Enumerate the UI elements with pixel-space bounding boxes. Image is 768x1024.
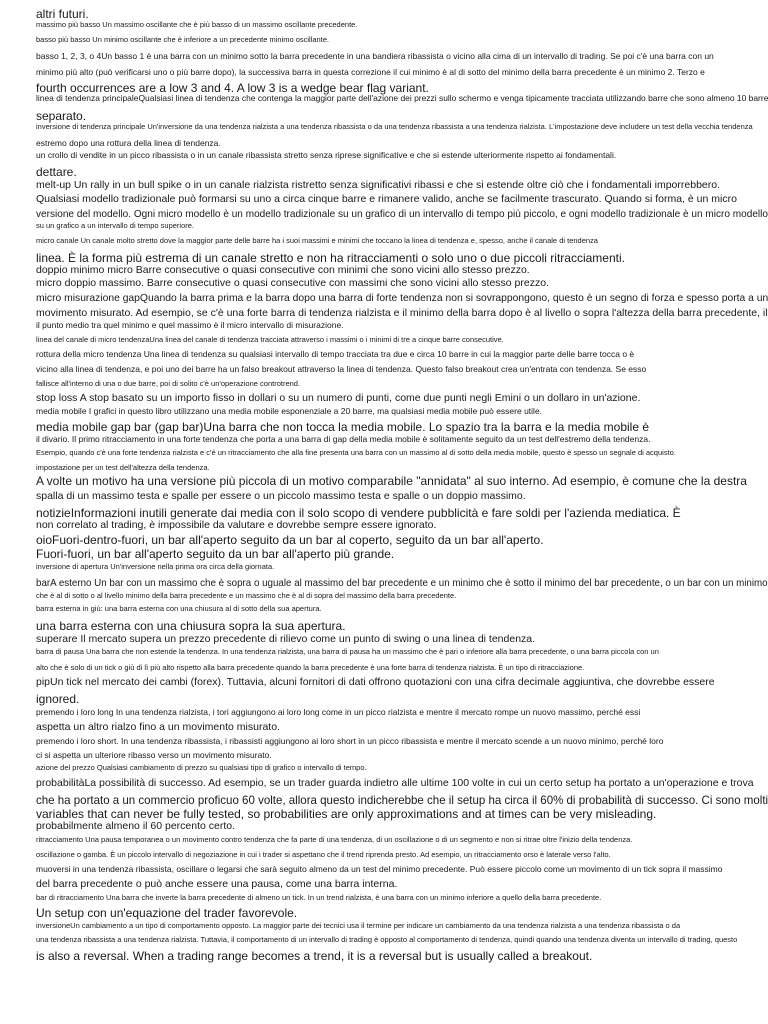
text-line: su un grafico a un intervallo di tempo superiore. [36, 221, 195, 230]
text-line: dettare. [36, 165, 77, 179]
text-line: oioFuori-dentro-fuori, un bar all'aperto seguito da un bar al coperto, seguito da un bar all'aperto. [36, 533, 544, 547]
text-line: is also a reversal. When a trading range becomes a trend, it is a reversal but is usually called a breakout. [36, 949, 593, 963]
text-line: minimo più alto (può verificarsi uno o più barre dopo), la successiva barra in questa correzione il cui minimo è al di sotto del minimo della barra precedente è un minimo 2. Terzo e [36, 67, 705, 77]
text-line: superare Il mercato supera un prezzo precedente di rilievo come un punto di swing o una linea di tendenza. [36, 633, 536, 645]
text-line: probabilmente almeno il 60 percento certo. [36, 820, 236, 832]
text-line: che ha portato a un commercio proficuo 60 volte, allora questo indicherebbe che il setup ha circa il 60% di probabilità di successo. Ci sono molti [36, 793, 768, 807]
text-line: il divario. Il primo ritracciamento in una forte tendenza che porta a una barra di gap della media mobile è solitamente seguito da un test dell'estremo della tendenza. [36, 434, 651, 444]
text-line: che è al di sotto o al livello minimo della barra precedente e un massimo che è al di sopra del massimo della barra precedente. [36, 591, 457, 600]
text-line: alto che è solo di un tick o giù di lì più alto rispetto alla barra precedente quando la barra precedente è una forte barra di tendenza rialzista. È un tipo di ritracciazione. [36, 663, 585, 672]
text-line: notizieInformazioni inutili generate dai media con il solo scopo di vendere pubblicità e fare soldi per l'azienda mediatica. È [36, 506, 681, 520]
text-line: pipUn tick nel mercato dei cambi (forex). Tuttavia, alcuni fornitori di dati offrono quotazioni con una cifra decimale aggiuntiva, che dovrebbe essere [36, 676, 715, 688]
text-line: impostazione per un test dell'altezza della tendenza. [36, 463, 210, 472]
text-line: movimento misurato. Ad esempio, se c'è una forte barra di tendenza rialzista e il minimo della barra dopo è al livello o sopra l'altezza della barra precedente, il [36, 307, 768, 319]
text-line: massimo più basso Un massimo oscillante che è più basso di un massimo oscillante precedente. [36, 20, 358, 29]
text-line: ci si aspetta un ulteriore ribasso verso un movimento misurato. [36, 750, 272, 760]
text-line: una barra esterna con una chiusura sopra la sua apertura. [36, 619, 346, 633]
text-line: non correlato al trading, è impossibile da valutare e dovrebbe sempre essere ignorato. [36, 519, 437, 531]
text-line: Qualsiasi modello tradizionale può formarsi su uno a circa cinque barre e rimanere valido, anche se facilmente trascurato. Quando si forma, è un micro [36, 193, 737, 205]
text-line: del barra precedente o può anche essere una pausa, come una barra interna. [36, 878, 398, 890]
text-line: barA esterno Un bar con un massimo che è sopra o uguale al massimo del bar precedente e un minimo che è sotto il minimo del bar precedente, o un bar con un minimo [36, 577, 768, 589]
text-line: versione del modello. Ogni micro modello è un modello tradizionale su un grafico di un intervallo di tempo più piccolo, e ogni modello tradizionale è un micro modello [36, 208, 768, 220]
text-line: melt-up Un rally in un bull spike o in un canale rialzista ristretto senza significativi ribassi e che si estende oltre ciò che i fondamentali imporrebbero. [36, 179, 720, 191]
text-line: aspetta un altro rialzo fino a un movimento misurato. [36, 721, 280, 733]
text-line: barra esterna in giù: una barra esterna con una chiusura al di sotto della sua apertura. [36, 604, 322, 613]
text-line: muoversi in una tendenza ribassista, oscillare o legarsi che sarà seguito almeno da un test del minimo precedente. Può essere piccolo come un movimento di un tick sopra il massimo [36, 864, 723, 874]
text-line: barra di pausa Una barra che non estende la tendenza. In una tendenza rialzista, una barra di pausa ha un massimo che è pari o inferiore alla barra precedente, o una barra piccola con un [36, 647, 659, 656]
text-line: media mobile gap bar (gap bar)Una barra che non tocca la media mobile. Lo spazio tra la barra e la media mobile è [36, 420, 650, 434]
text-line: A volte un motivo ha una versione più piccola di un motivo comparabile "annidata" al suo interno. Ad esempio, è comune che la destra [36, 474, 747, 488]
text-line: spalla di un massimo testa e spalle per essere o un piccolo massimo testa e spalle o un doppio massimo. [36, 490, 526, 502]
text-line: stop loss A stop basato su un importo fisso in dollari o su un numero di punti, come due punti negli Emini o un dollaro in un'azione. [36, 392, 641, 404]
text-line: ignored. [36, 692, 80, 706]
text-line: Un setup con un'equazione del trader favorevole. [36, 906, 298, 920]
text-line: probabilitàLa possibilità di successo. Ad esempio, se un trader guarda indietro alle ultime 100 volte in cui un certo setup ha portato a un'operazione e trova [36, 777, 754, 789]
text-line: media mobile I grafici in questo libro utilizzano una media mobile esponenziale a 20 barre, ma qualsiasi media mobile può essere utile. [36, 406, 543, 416]
text-line: linea di tendenza principaleQualsiasi linea di tendenza che contenga la maggior parte dell'azione dei prezzi sullo schermo e venga tipicamente tracciata utilizzando barre che sono almeno 10 barre [36, 93, 768, 103]
text-line: una tendenza ribassista a una tendenza rialzista. Tuttavia, il comportamento di un intervallo di trading è opposto al comportamento di tendenza, quindi quando una tendenza diventa un intervallo di trading, questo [36, 935, 738, 944]
text-line: basso più basso Un minimo oscillante che è inferiore a un precedente minimo oscillante. [36, 35, 330, 44]
text-line: rottura della micro tendenza Una linea di tendenza su qualsiasi intervallo di tempo tracciata tra due e circa 10 barre in cui la maggior parte delle barre tocca o è [36, 349, 635, 359]
text-line: fourth occurrences are a low 3 and 4. A low 3 is a wedge bear flag variant. [36, 81, 429, 95]
text-line: premendo i loro long In una tendenza rialzista, i tori aggiungono ai loro long come in un picco rialzista e mentre il mercato rompe un nuovo massimo, perché essi [36, 707, 641, 717]
text-line: micro misurazione gapQuando la barra prima e la barra dopo una barra di forte tendenza non si sovrappongono, questo è un segno di forza e spesso porta a un [36, 292, 768, 304]
text-line: il punto medio tra quel minimo e quel massimo è il micro intervallo di misurazione. [36, 320, 344, 330]
text-line: un crollo di vendite in un picco ribassista o in un canale ribassista stretto senza riprese significative e che si estende ulteriormente rispetto ai fondamentali. [36, 150, 617, 160]
text-line: linea. È la forma più estrema di un canale stretto e non ha ritracciamenti o solo uno o due piccoli ritracciamenti. [36, 251, 625, 265]
text-line: variables that can never be fully tested, so probabilities are only approximations and at times can be very misleading. [36, 807, 657, 821]
text-line: linea del canale di micro tendenzaUna linea del canale di tendenza tracciata attraverso i massimi o i minimi di tre a cinque barre consecutive. [36, 335, 504, 344]
text-line: inversione di tendenza principale Un'inversione da una tendenza rialzista a una tendenza ribassista o da una tendenza ribassista a una tendenza rialzista. L'impostazione deve includere un test della vecchia tendenza [36, 122, 753, 131]
text-line: micro doppio massimo. Barre consecutive o quasi consecutive con massimi che sono vicini allo stesso prezzo. [36, 277, 549, 289]
text-line: separato. [36, 109, 87, 123]
text-line: bar di ritracciamento Una barra che inverte la barra precedente di almeno un tick. In un trend rialzista, è una barra con un minimo inferiore a quello della barra precedente. [36, 893, 602, 902]
text-line: vicino alla linea di tendenza, e poi uno dei barre ha un falso breakout attraverso la linea di tendenza. Questo falso breakout crea un'entrata con tendenza. Se esso [36, 364, 647, 374]
text-line: premendo i loro short. In una tendenza ribassista, i ribassisti aggiungono ai loro short in un picco ribassista e mentre il mercato scende a un nuovo minimo, perché loro [36, 736, 664, 746]
text-line: Esempio, quando c'è una forte tendenza rialzista e c'è un ritracciamento che alla fine presenta una barra con un massimo al di sotto della media mobile, questo è spesso un segnale di acquisto. [36, 448, 676, 457]
text-line: inversione di apertura Un'inversione nella prima ora circa della giornata. [36, 562, 275, 571]
text-line: basso 1, 2, 3, o 4Un basso 1 è una barra con un minimo sotto la barra precedente in una bandiera ribassista o vicino alla cima di un intervallo di trading. Se poi c'è una barra con un [36, 51, 714, 61]
text-line: Fuori-fuori, un bar all'aperto seguito da un bar all'aperto più grande. [36, 547, 395, 561]
text-line: altri futuri. [36, 7, 89, 21]
text-line: estremo dopo una rottura della linea di tendenza. [36, 138, 221, 148]
text-line: ritracciamento Una pausa temporanea o un movimento contro tendenza che fa parte di una tendenza, di un oscillazione o di un segmento e non si ritrae oltre l'inizio della tendenza. [36, 835, 633, 844]
text-line: azione del prezzo Qualsiasi cambiamento di prezzo su qualsiasi tipo di grafico o intervallo di tempo. [36, 763, 367, 772]
text-line: oscillazione o gamba. È un piccolo intervallo di negoziazione in cui i trader si aspettano che il trend riprenda presto. Ad esempio, un ritracciamento orso è laterale verso l'alto. [36, 850, 611, 859]
text-line: inversioneUn cambiamento a un tipo di comportamento opposto. La maggior parte dei tecnici usa il termine per indicare un cambiamento da una tendenza rialzista a una tendenza ribassista o da [36, 921, 681, 930]
text-line: micro canale Un canale molto stretto dove la maggior parte delle barre ha i suoi massimi e minimi che toccano la linea di tendenza e, spesso, anche il canale di tendenza [36, 236, 598, 245]
text-line: doppio minimo micro Barre consecutive o quasi consecutive con minimi che sono vicini allo stesso prezzo. [36, 264, 530, 276]
text-line: fallisce all'interno di una o due barre, poi di solito c'è un'operazione controtrend. [36, 379, 301, 388]
